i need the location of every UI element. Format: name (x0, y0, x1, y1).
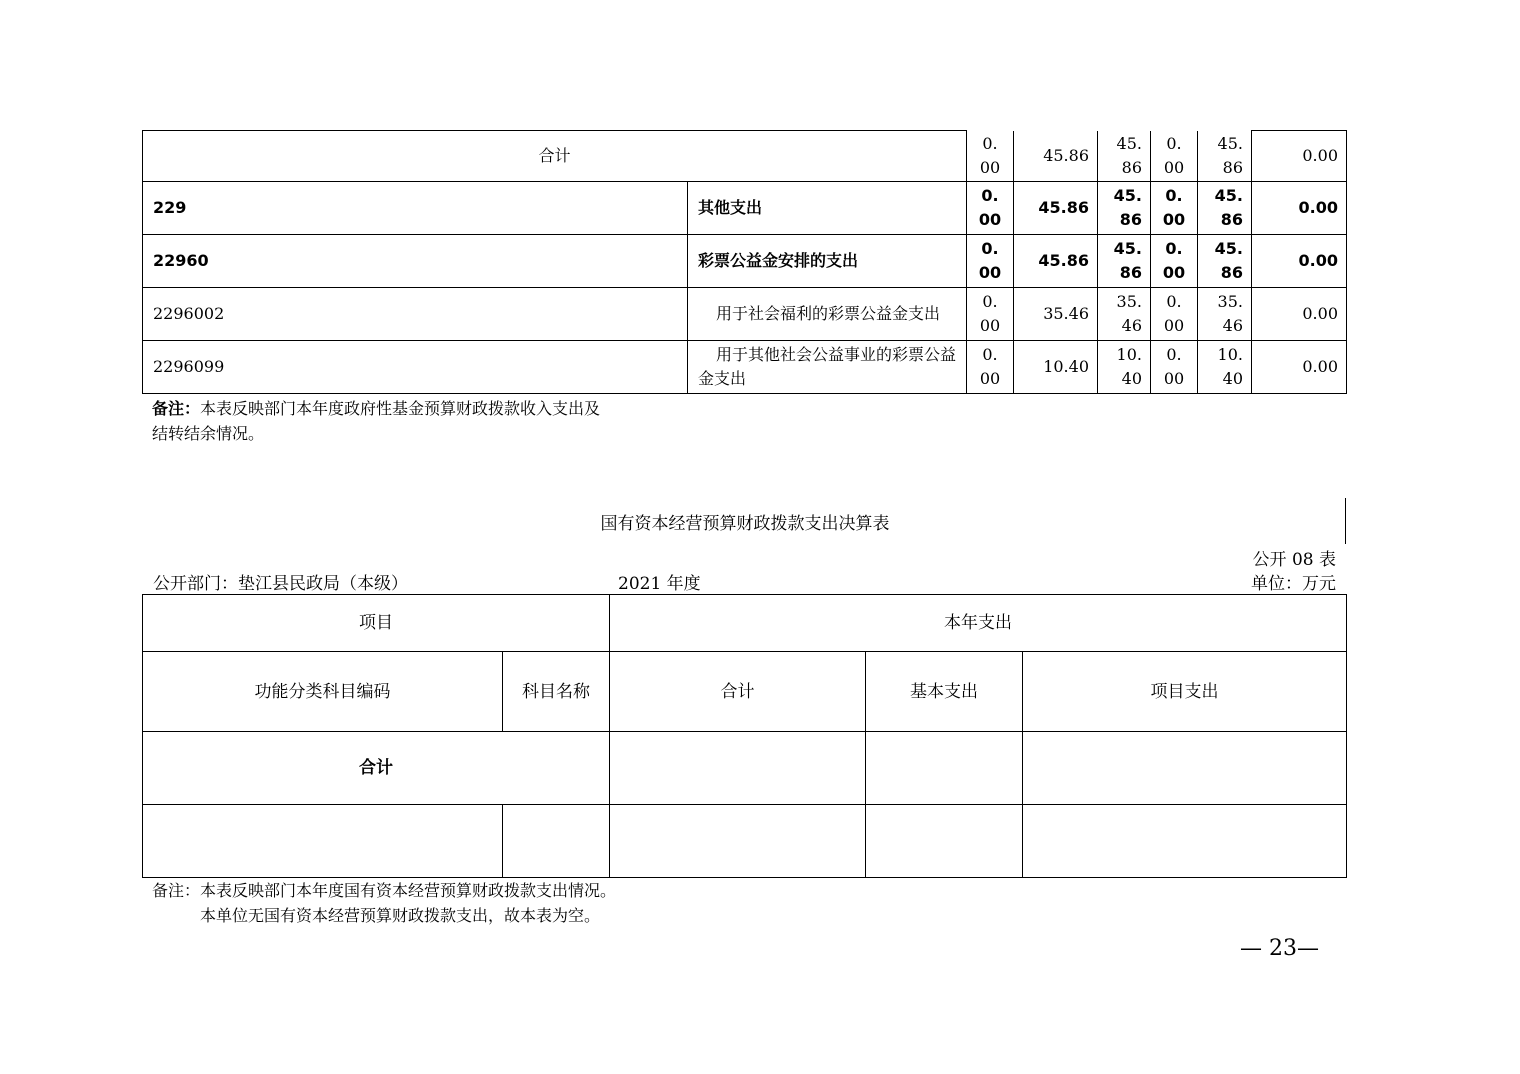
note-line-2: 本单位无国有资本经营预算财政拨款支出，故本表为空。 (200, 906, 601, 925)
cell: 45. 86 (1098, 182, 1151, 235)
header-project: 项目 (143, 595, 610, 652)
cell: 45.86 (1014, 182, 1098, 235)
table-total-row (143, 131, 1347, 182)
cell: 0.00 (1252, 182, 1347, 235)
cell: 35. 46 (1198, 288, 1252, 341)
cell: 35.46 (1014, 288, 1098, 341)
cell: 45. 86 (1198, 131, 1252, 182)
cell: 0. 00 (967, 341, 1014, 394)
cell: 35. 46 (1098, 288, 1151, 341)
row-code: 229 (143, 182, 688, 235)
row-name: 用于社会福利的彩票公益金支出 (716, 304, 941, 323)
fund-budget-table (142, 130, 1347, 394)
note-label: 备注： (152, 399, 201, 418)
cell (866, 805, 1023, 878)
cell: 45. 86 (1198, 182, 1252, 235)
cell: 0. 00 (967, 288, 1014, 341)
page-title: 国有资本经营预算财政拨款支出决算表 (600, 514, 890, 534)
col-total: 合计 (610, 652, 866, 732)
row-name: 彩票公益金安排的支出 (688, 235, 967, 288)
row-code: 22960 (143, 235, 688, 288)
table-row (143, 182, 1347, 235)
total-label: 合计 (143, 732, 610, 805)
col-name: 科目名称 (503, 652, 610, 732)
cell: 0.00 (1252, 235, 1347, 288)
cell (503, 805, 610, 878)
cell: 10. 40 (1198, 341, 1252, 394)
cell (866, 732, 1023, 805)
table-row (143, 341, 1347, 394)
table-total-row (143, 732, 1347, 805)
cell: 45.86 (1014, 235, 1098, 288)
cell: 0.00 (1252, 341, 1347, 394)
unit: 单位：万元 (1251, 574, 1336, 594)
cell (610, 805, 866, 878)
note-line-2: 结转结余情况。 (152, 424, 265, 443)
cell: 10. 40 (1098, 341, 1151, 394)
col-project: 项目支出 (1023, 652, 1347, 732)
row-name-cell (688, 341, 967, 394)
year: 2021 年度 (618, 574, 701, 594)
row-code: 2296002 (143, 288, 688, 341)
cell: 0. 00 (1151, 182, 1198, 235)
cell (143, 805, 503, 878)
department: 公开部门：垫江县民政局（本级） (153, 574, 408, 594)
header-row (143, 652, 1347, 732)
cell (1023, 805, 1347, 878)
note-text: 本表反映部门本年度政府性基金预算财政拨款收入支出及 (200, 399, 601, 418)
cell: 0.00 (1252, 288, 1347, 341)
cell: 0. 00 (1151, 131, 1198, 182)
cell: 45. 86 (1098, 235, 1151, 288)
cell: 0. 00 (967, 235, 1014, 288)
header-expense: 本年支出 (610, 595, 1347, 652)
row-code: 2296099 (143, 341, 688, 394)
cell: 0. 00 (967, 131, 1014, 182)
cell: 0. 00 (1151, 341, 1198, 394)
row-name: 其他支出 (688, 182, 967, 235)
cell: 45.86 (1014, 131, 1098, 182)
page-number: — 23— (1240, 936, 1319, 961)
cell: 0.00 (1252, 131, 1347, 182)
table-row (143, 805, 1347, 878)
table1-note (152, 396, 600, 446)
table-number: 公开 08 表 (1252, 550, 1336, 570)
cell: 0. 00 (1151, 235, 1198, 288)
cell: 10.40 (1014, 341, 1098, 394)
cell: 45. 86 (1198, 235, 1252, 288)
col-code: 功能分类科目编码 (143, 652, 503, 732)
total-label: 合计 (143, 131, 967, 182)
note-line-1 (152, 396, 600, 421)
table-row (143, 288, 1347, 341)
header-row (143, 595, 1347, 652)
state-capital-table (142, 594, 1347, 878)
row-name-cell (688, 288, 967, 341)
row-name: 用于其他社会公益事业的彩票公益金支出 (698, 345, 957, 388)
cell: 45. 86 (1098, 131, 1151, 182)
col-basic: 基本支出 (866, 652, 1023, 732)
cell: 0. 00 (1151, 288, 1198, 341)
cell (610, 732, 866, 805)
cell: 0. 00 (967, 182, 1014, 235)
table-row (143, 235, 1347, 288)
table2-note (152, 878, 616, 928)
note-line-1: 备注：本表反映部门本年度国有资本经营预算财政拨款支出情况。 (152, 881, 617, 900)
cell (1023, 732, 1347, 805)
